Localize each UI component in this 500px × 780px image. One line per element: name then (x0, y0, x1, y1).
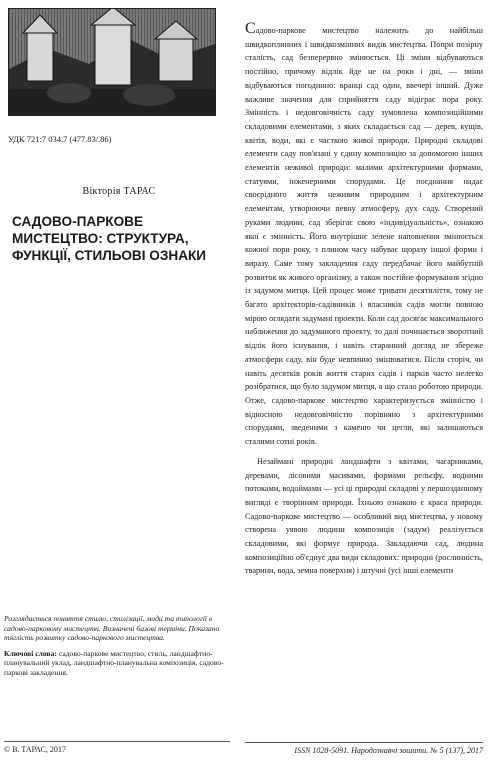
left-column (8, 8, 230, 264)
author-name: Вікторія ТАРАС (82, 186, 156, 197)
engraving-illustration-icon (9, 9, 215, 115)
abstract-text: Розглядається поняття стилю, стилізації, моди та типології в садово-парковому мистецтві. Визначені базові терміни. Показано тяглість розвитку садово-паркового мистецтва. (4, 614, 220, 643)
keywords-text: садово-паркове мистецтво, стиль, ландшафтно-планувальний уклад, ландшафтно-планувальна композиція, садово-паркові закладення. (4, 648, 224, 677)
keywords-label: Ключові слова: (4, 648, 57, 658)
keywords-block (4, 649, 228, 678)
copyright-line: © В. ТАРАС, 2017 (4, 741, 230, 754)
body-paragraph-1: Садово-паркове мистецтво належить до найбільш швидкоплинних і швидкозмінних видів мистецтва. Попри позірну сталість, сад безперервно змінюється. Ці зміни відбуваються постійно, причому відлік йде не на роки і дні, — зміни відбуваються погодинно: вранці сад один, ввечері інший. Дуже важливе значення для сприйняття саду відіграє пора року. Змінність і недовговічність саду зумовлена композиційними складовими елементами, з яких складається сад — дерев, кущів, квітів, води, які є часткою живої природи. Природні складові елементи саду пов'язані у єдину композицію за допомогою інших елементів неживої природи: малими архітектурними формами, статуями, інженерними спорудами. Це поєднання надає своєрідного життя неживим природним і архітектурним елементам, утворюючи певну атмосферу, дух саду. Створений руками людини, сад зберігає свою «індивідуальність», ознакою якої є змінність. Його внутрішнє зелене наповнення змінюється кожної пори року, з плином часу набуває щоразу іншої форми і виразу. Саме тому закладення саду передбачає його майбутній розвиток як живого організму, а також постійне формування згідно із задумом митця. Цей процес може тривати десятиліття, тому не багато архітекторів-садівників і власників садів могли повною мірою оглядати задумані проекти. Коли сад досягає максимального наближення до задуманого проекту, то далі починається зворотний відлік його існування, і навіть старанний догляд не збереже атмосфери саду, він буде невпинно змінюватися. Після сторіч, чи навіть десятків років життя старих садів і парків часто нелегко розібратися, що було задумом митця, а що стало роботою природи. Отже, садово-паркове мистецтво характеризується змінністю і відносною недовговічністю порівняно з архітектурними спорудами, зведеними з каменю чи цегли, які залишаються сталими сотні років. (245, 20, 483, 447)
article-title: САДОВО-ПАРКОВЕ МИСТЕЦТВО: СТРУКТУРА, ФУНКЦІЇ, СТИЛЬОВІ ОЗНАКИ (12, 214, 207, 263)
body-text-column (245, 22, 483, 578)
udk-code: УДК 721:7 034.7 (477.83/.86) (8, 134, 112, 144)
body-paragraph-2: Незаймані природні ландшафти з квітами, чагарниками, деревами, лісовими масивами, формами рельєфу, водними потоками, водоймами — усі ці природні складові у першозданному вигляді є творінням природи. Їхньою ознакою є краса природи. Садово-паркове мистецтво — особливий вид мистецтва, у новому створена уявою людини композиція (задум) реалізується складовими, які формує природа. Закладаючи сад, людина композиційно об'єднує два види складових: природні (рослинність, тварини, вода, земна поверхня) і штучні (усі інші елементи (245, 456, 483, 576)
journal-footer: ISSN 1028-5091. Народознавчі зошити. № 5 (137), 2017 (245, 742, 483, 755)
header-engraving (8, 8, 216, 116)
abstract-block (4, 614, 228, 678)
